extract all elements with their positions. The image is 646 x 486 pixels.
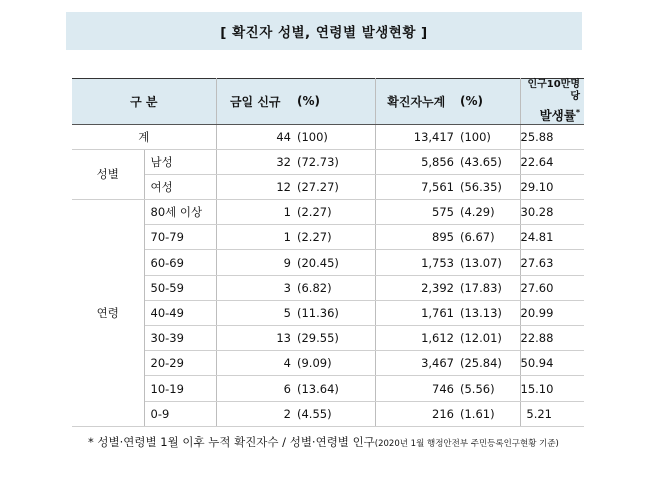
header-pct-cum: (%)	[457, 79, 520, 125]
sex-row-female	[72, 174, 584, 199]
cell-cum-pct: (1.61)	[457, 401, 520, 426]
cell-cum-pct: (12.01)	[457, 326, 520, 351]
cell-new: 9	[216, 250, 294, 275]
cell-new: 5	[216, 300, 294, 325]
cell-new: 12	[216, 174, 294, 199]
cell-new: 2	[216, 401, 294, 426]
cell-cum-pct: (43.65)	[457, 149, 520, 174]
cell-new: 4	[216, 351, 294, 376]
cell-new: 6	[216, 376, 294, 401]
cell-cum: 746	[375, 376, 457, 401]
cell-rate: 22.64	[520, 149, 584, 174]
cell-rate: 15.10	[520, 376, 584, 401]
row-label: 60-69	[144, 250, 216, 275]
cell-cum: 3,467	[375, 351, 457, 376]
cell-new: 32	[216, 149, 294, 174]
cell-cum: 5,856	[375, 149, 457, 174]
age-group-label: 연령	[72, 200, 144, 427]
header-cumulative: 확진자누계	[375, 79, 457, 125]
cell-cum-pct: (4.29)	[457, 200, 520, 225]
cell-cum-pct: (56.35)	[457, 174, 520, 199]
cell-new-pct: (13.64)	[294, 376, 375, 401]
sex-row-male	[72, 149, 584, 174]
age-row	[72, 250, 584, 275]
footnote-main: * 성별·연령별 1월 이후 누적 확진자수 / 성별·연령별 인구	[88, 435, 375, 449]
header-row	[72, 79, 584, 125]
cell-cum: 216	[375, 401, 457, 426]
age-row	[72, 225, 584, 250]
cell-cum: 1,753	[375, 250, 457, 275]
cell-cum-pct: (5.56)	[457, 376, 520, 401]
row-label: 10-19	[144, 376, 216, 401]
header-rate-mark: *	[575, 108, 580, 117]
cell-rate: 27.60	[520, 275, 584, 300]
cell-cum: 895	[375, 225, 457, 250]
total-label: 계	[72, 124, 216, 149]
cell-rate: 20.99	[520, 300, 584, 325]
header-category: 구 분	[72, 79, 216, 125]
header-rate-line2: 발생률	[539, 108, 576, 124]
cell-cum-pct: (25.84)	[457, 351, 520, 376]
cell-cum: 2,392	[375, 275, 457, 300]
age-row	[72, 401, 584, 426]
cell-cum: 1,612	[375, 326, 457, 351]
row-label: 0-9	[144, 401, 216, 426]
age-row	[72, 300, 584, 325]
header-new-today: 금일 신규	[216, 79, 294, 125]
total-cum: 13,417	[375, 124, 457, 149]
cell-new-pct: (11.36)	[294, 300, 375, 325]
age-row	[72, 275, 584, 300]
sex-group-label: 성별	[72, 149, 144, 199]
cell-new-pct: (6.82)	[294, 275, 375, 300]
cell-rate: 30.28	[520, 200, 584, 225]
row-label: 40-49	[144, 300, 216, 325]
cell-new: 1	[216, 225, 294, 250]
cell-new-pct: (2.27)	[294, 225, 375, 250]
cell-cum-pct: (17.83)	[457, 275, 520, 300]
cell-new: 13	[216, 326, 294, 351]
cell-cum: 575	[375, 200, 457, 225]
total-new-pct: (100)	[294, 124, 375, 149]
data-table	[72, 78, 584, 427]
row-label: 50-59	[144, 275, 216, 300]
row-label: 남성	[144, 149, 216, 174]
row-label: 70-79	[144, 225, 216, 250]
cell-cum-pct: (6.67)	[457, 225, 520, 250]
cell-rate: 5.21	[520, 401, 584, 426]
cell-rate: 29.10	[520, 174, 584, 199]
row-label: 여성	[144, 174, 216, 199]
cell-cum-pct: (13.07)	[457, 250, 520, 275]
page-title: [ 확진자 성별, 연령별 발생현황 ]	[66, 12, 582, 50]
header-rate-line1: 인구10만명당	[527, 79, 580, 102]
footnote	[88, 434, 559, 450]
cell-new-pct: (4.55)	[294, 401, 375, 426]
row-label: 20-29	[144, 351, 216, 376]
cell-new-pct: (27.27)	[294, 174, 375, 199]
cell-new: 1	[216, 200, 294, 225]
cell-cum: 1,761	[375, 300, 457, 325]
cell-new: 3	[216, 275, 294, 300]
age-row	[72, 351, 584, 376]
cell-new-pct: (2.27)	[294, 200, 375, 225]
cell-new-pct: (9.09)	[294, 351, 375, 376]
cell-rate: 24.81	[520, 225, 584, 250]
row-label: 80세 이상	[144, 200, 216, 225]
age-row	[72, 326, 584, 351]
cell-rate: 22.88	[520, 326, 584, 351]
total-new: 44	[216, 124, 294, 149]
cell-new-pct: (20.45)	[294, 250, 375, 275]
total-cum-pct: (100)	[457, 124, 520, 149]
cell-new-pct: (29.55)	[294, 326, 375, 351]
total-row	[72, 124, 584, 149]
cell-cum: 7,561	[375, 174, 457, 199]
footnote-source: (2020년 1월 행정안전부 주민등록인구현황 기준)	[374, 439, 559, 449]
cell-cum-pct: (13.13)	[457, 300, 520, 325]
age-row	[72, 200, 584, 225]
cell-rate: 27.63	[520, 250, 584, 275]
cell-rate: 50.94	[520, 351, 584, 376]
row-label: 30-39	[144, 326, 216, 351]
header-pct-new: (%)	[294, 79, 375, 125]
age-row	[72, 376, 584, 401]
cell-new-pct: (72.73)	[294, 149, 375, 174]
total-rate: 25.88	[520, 124, 584, 149]
header-rate	[520, 79, 584, 125]
